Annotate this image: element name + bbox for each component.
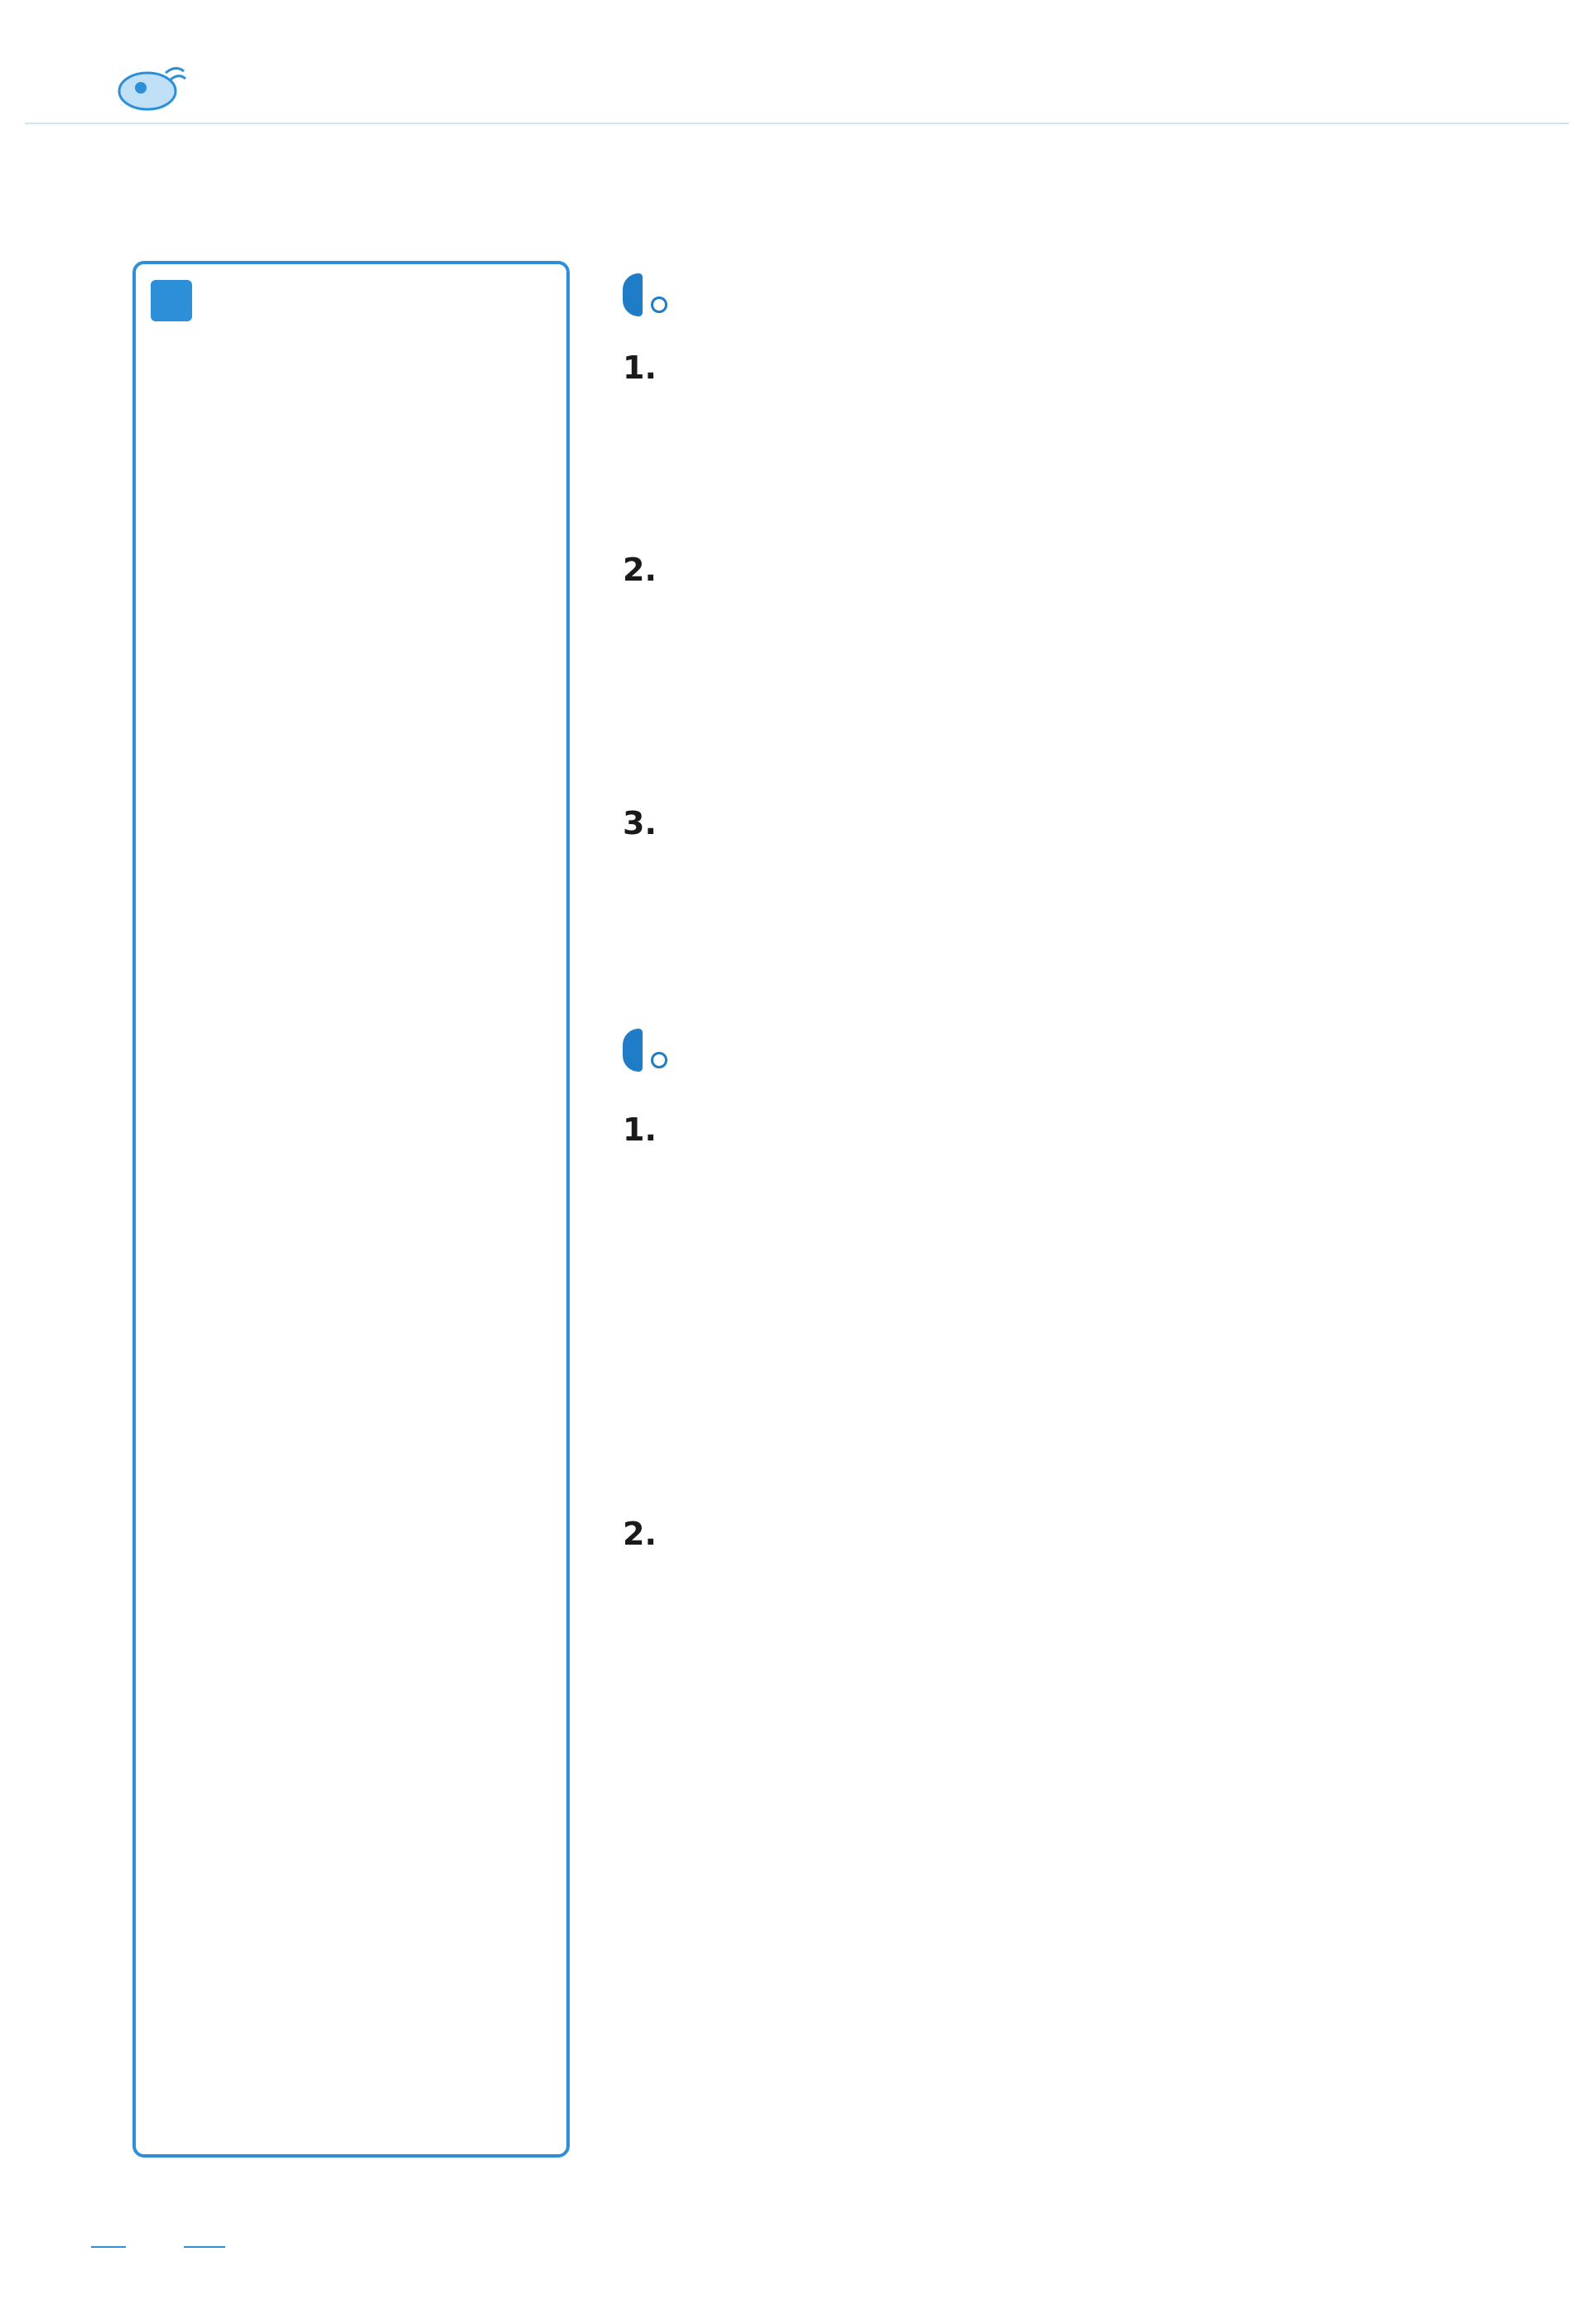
question-2: 2. [623, 552, 657, 588]
question-1: 1. [623, 350, 657, 386]
section-pill [623, 273, 643, 316]
section-self-practice-heading [623, 1027, 667, 1073]
page-number-line [91, 2246, 126, 2248]
section-dot-icon [651, 1052, 667, 1068]
sidebar-heading [151, 280, 197, 321]
practice-question-2: 2. [623, 1516, 657, 1552]
sidebar-badge [151, 280, 192, 321]
section-new-lesson-heading [623, 272, 667, 318]
section-pill [623, 1029, 643, 1072]
practice-question-1: 1. [623, 1111, 657, 1148]
header-rule [25, 123, 1569, 124]
question-3: 3. [623, 805, 657, 841]
lesson-title [729, 157, 772, 215]
page-number-line [184, 2246, 225, 2248]
section-dot-icon [651, 297, 667, 313]
literature-paragraph [654, 850, 1499, 954]
teacher-tips-sidebar [132, 261, 570, 2158]
publisher-logo-icon [116, 58, 199, 116]
